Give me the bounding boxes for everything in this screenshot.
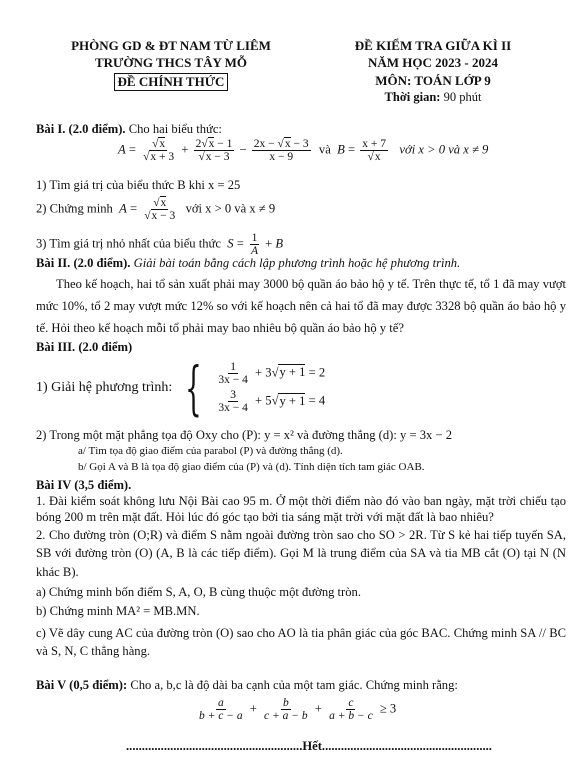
school-header (56, 38, 286, 92)
problem-5-title: Bài V (0,5 điểm): (36, 678, 128, 692)
problem-5-line (36, 678, 566, 694)
school-year: NĂM HỌC 2023 - 2024 (368, 55, 498, 71)
problem-4-c: c) Vẽ dây cung AC của đường tròn (O) sao cho AO là tia phân giác của góc BAC. Chứng minh SA // BC và S, N, C thẳng hàng. (36, 626, 566, 659)
problem-1-title: Bài I. (2.0 điểm). (36, 122, 126, 136)
problem-1-q1: 1) Tìm giá trị của biểu thức B khi x = 25 (36, 178, 241, 192)
exam-header (318, 38, 548, 106)
problem-2-title: Bài II. (2.0 điểm). (36, 256, 131, 270)
problem-4-part1: 1. Đài kiểm soát không lưu Nội Bài cao 95 m. Ở một thời điểm nào đó vào ban ngày, mặt trời chiếu tạo bóng 200 m trên mặt đất. Hỏi lúc đó góc tạo bởi tia sáng mặt trời với mặt đất là bao nhiêu? (36, 494, 566, 524)
expression-a-b: A = $\frac{√x}{√x + 3}$ + $\frac{2√x - 1}{√x - 3}$ − $\frac{2x - √x - 3}{x - 9}$ và B = $\frac{x + 7}{√x}$ với x > 0 và x ≠ 9 (118, 138, 489, 164)
official-stamp: ĐỀ CHÍNH THỨC (114, 73, 229, 91)
problem-3-q2b: b/ Gọi A và B là tọa độ giao điểm của (P) và (d). Tính diện tích tam giác OAB. (78, 461, 425, 473)
subject: MÔN: TOÁN LỚP 9 (375, 72, 491, 88)
school-name: TRƯỜNG THCS TÂY MỖ (94, 55, 248, 71)
problem-4-part2: 2. Cho đường tròn (O;R) và điểm S nằm ngoài đường tròn sao cho SO > 2R. Từ S kẻ hai tiếp tuyến SA, SB với đường tròn (O) (A, B là các tiếp điểm). Gọi M là trung điểm của SA và tia MB cắt (O) tại N (N khác B). (36, 528, 566, 579)
problem-2-subtitle: Giải bài toán bằng cách lập phương trình hoặc hệ phương trình. (133, 256, 461, 270)
problem-4-title: Bài IV (3,5 điểm). (36, 478, 132, 492)
problem-4-b: b) Chứng minh MA² = MB.MN. (36, 604, 200, 618)
problem-5-inequality: $\frac{a}{b + c - a}$ + $\frac{b}{c + a - b}$ + $\frac{c}{a + b - c}$ ≥ 3 (199, 697, 397, 723)
problem-5-text: Cho a, b,c là độ dài ba cạnh của một tam giác. Chứng minh rằng: (130, 678, 458, 692)
problem-3-system: 1) Giải hệ phương trình: { $\frac{1}{3x - 4}$ + 3√y + 1 = 2 $\frac{3}{3x - 4}$ + 5√y + 1 = 4 (36, 353, 326, 422)
problem-3-q2a: a/ Tìm tọa độ giao điểm của parabol (P) và đường thẳng (d). (78, 445, 343, 457)
problem-2-text: Theo kế hoạch, hai tổ sản xuất phải may 3000 bộ quần áo bảo hộ y tế. Trên thực tế, tổ 1 đã may vượt mức 10%, tổ 2 may vượt mức 12% so với kế hoạch nên cả hai tổ đã may được 3328 bộ quần áo bảo hộ y tế. Hỏi theo kế hoạch mỗi tổ phải may bao nhiêu bộ quần áo bảo hộ y tế? (36, 277, 566, 336)
problem-2-title-line (36, 256, 566, 272)
end-marker: ........................................................Hết...................................................... (126, 739, 492, 753)
problem-3-q2: 2) Trong một mặt phẳng tọa độ Oxy cho (P): y = x² và đường thẳng (d): y = 3x − 2 (36, 428, 452, 442)
problem-1-q3: 3) Tìm giá trị nhỏ nhất của biểu thức S = $\frac{1}{A}$ + B (36, 232, 284, 258)
problem-1-intro: Cho hai biểu thức: (128, 122, 222, 136)
problem-4-a: a) Chứng minh bốn điểm S, A, O, B cùng thuộc một đường tròn. (36, 585, 361, 599)
problem-1-q2: 2) Chứng minh A = $\frac{√x}{√x - 3}$ với x > 0 và x ≠ 9 (36, 197, 276, 223)
exam-title: ĐỀ KIỂM TRA GIỮA KÌ II (354, 38, 512, 53)
exam-time: Thời gian: 90 phút (384, 89, 482, 104)
problem-1 (36, 122, 566, 138)
problem-3-title: Bài III. (2.0 điểm) (36, 340, 133, 354)
department-name: PHÒNG GD & ĐT NAM TỪ LIÊM (71, 38, 271, 53)
